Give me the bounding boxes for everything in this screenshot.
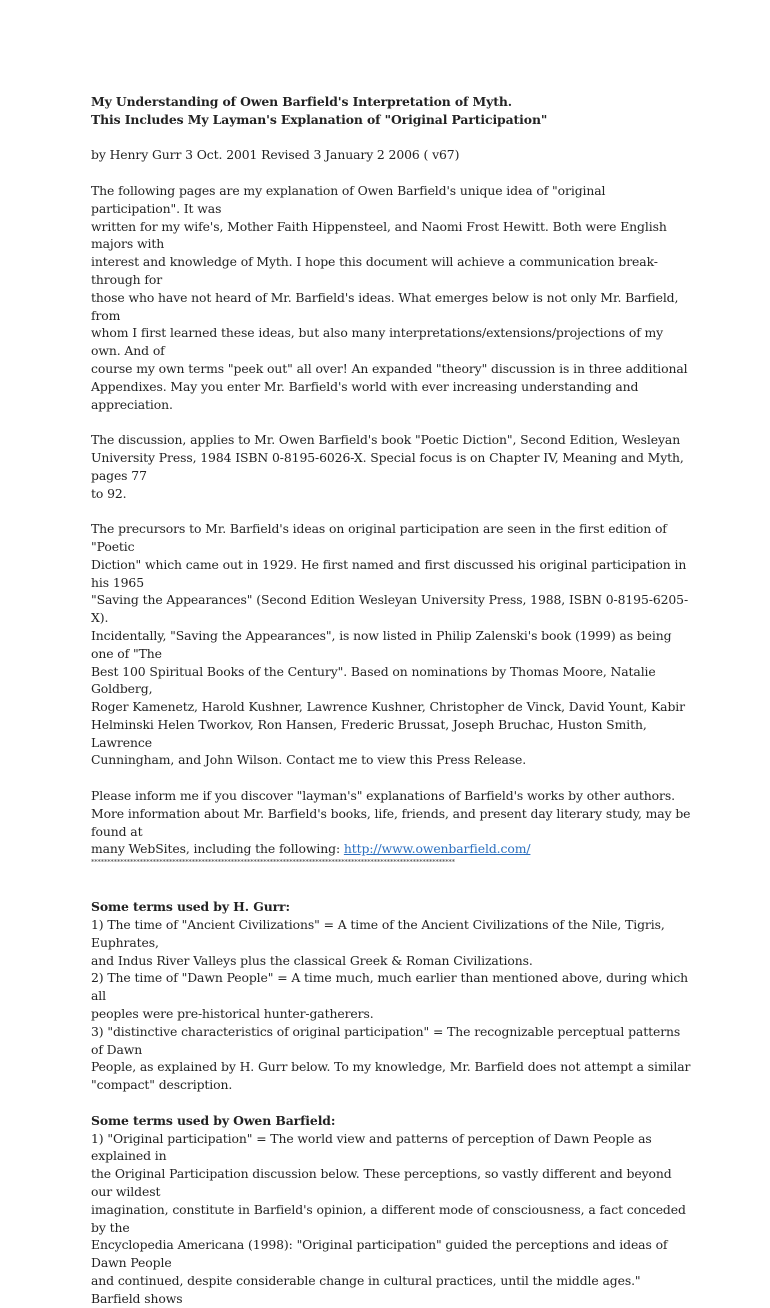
owenbarfield-website-link[interactable]: http://www.owenbarfield.com/ [343, 841, 531, 857]
text-line-with-link [91, 840, 691, 858]
text-line: 1) "Original participation" = The world view and patterns of perception of Dawn People as explained in [91, 1130, 652, 1164]
barfield-terms-heading: Some terms used by Owen Barfield: [91, 1112, 336, 1128]
text-line: The precursors to Mr. Barfield's ideas on original participation are seen in the first edition of "Poetic [91, 521, 667, 554]
book-reference-paragraph [91, 431, 691, 502]
text-line: 3) "distinctive characteristics of original participation" = The recognizable perceptual patterns of Dawn [91, 1023, 681, 1057]
text-line: Best 100 Spiritual Books of the Century". Based on nominations by Thomas Moore, Natalie Goldberg, [91, 663, 656, 697]
text-line: Please inform me if you discover "layman's" explanations of Barfield's works by other authors. [91, 788, 675, 804]
text-line: Diction" which came out in 1929. He first named and first discussed his original participation in his 1965 [91, 556, 687, 590]
gurr-terms-heading: Some terms used by H. Gurr: [91, 899, 290, 915]
text-line: Appendixes. May you enter Mr. Barfield's world with ever increasing understanding and appreciation. [91, 378, 639, 412]
byline: by Henry Gurr 3 Oct. 2001 Revised 3 January 2 2006 ( v67) [91, 147, 460, 163]
text-line: Cunningham, and John Wilson. Contact me to view this Press Release. [91, 752, 527, 768]
text-line: interest and knowledge of Myth. I hope this document will achieve a communication break-through for [91, 254, 658, 287]
text-line: Helminski Helen Tworkov, Ron Hansen, Frederic Brussat, Joseph Bruchac, Huston Smith, Lawrence [91, 716, 647, 750]
text-line: written for my wife's, Mother Faith Hippensteel, and Naomi Frost Hewitt. Both were English majors with [91, 218, 667, 252]
document-title [91, 93, 691, 129]
document-body [91, 93, 691, 1308]
text-line: whom I first learned these ideas, but also many interpretations/extensions/projections of my own. And of [91, 325, 664, 359]
text-line: 1) The time of "Ancient Civilizations" = A time of the Ancient Civilizations of the Nile, Tigris, Euphrates, [91, 917, 665, 950]
precursors-paragraph [91, 520, 691, 769]
gurr-terms-section [91, 898, 691, 1094]
text-line: People, as explained by H. Gurr below. To my knowledge, Mr. Barfield does not attempt a similar [91, 1059, 691, 1075]
text-line: Incidentally, "Saving the Appearances", is now listed in Philip Zalenski's book (1999) as being one of "The [91, 627, 672, 661]
text-line: "compact" description. [91, 1077, 233, 1093]
text-line: to 92. [91, 485, 127, 501]
text-line: course my own terms "peek out" all over! An expanded "theory" discussion is in three additional [91, 360, 688, 376]
text-line: the Original Participation discussion below. These perceptions, so vastly different and beyond our wildest [91, 1166, 672, 1200]
text-line: and Indus River Valleys plus the classical Greek & Roman Civilizations. [91, 952, 533, 968]
text-line: More information about Mr. Barfield's books, life, friends, and present day literary study, may be found at [91, 805, 691, 839]
separator-line: **************************************************************************************************************** [91, 858, 455, 867]
barfield-terms-section [91, 1112, 691, 1308]
text-line: and continued, despite considerable change in cultural practices, until the middle ages." Barfield shows [91, 1273, 641, 1306]
text-line: University Press, 1984 ISBN 0-8195-6026-X. Special focus is on Chapter IV, Meaning and Myth, pages 77 [91, 449, 684, 483]
text-line: The following pages are my explanation of Owen Barfield's unique idea of "original participation". It was [91, 182, 606, 216]
text-line: "Saving the Appearances" (Second Edition Wesleyan University Press, 1988, ISBN 0-8195-6205-X). [91, 592, 689, 626]
intro-paragraph [91, 182, 691, 413]
text-line: peoples were pre-historical hunter-gatherers. [91, 1006, 374, 1022]
inform-paragraph [91, 787, 691, 858]
text-line: Encyclopedia Americana (1998): "Original participation" guided the perceptions and ideas of Dawn People [91, 1237, 668, 1271]
text-line: imagination, constitute in Barfield's opinion, a different mode of consciousness, a fact conceded by the [91, 1201, 686, 1235]
title-line-2: This Includes My Layman's Explanation of "Original Participation" [91, 111, 548, 127]
text-line: those who have not heard of Mr. Barfield's ideas. What emerges below is not only Mr. Barfield, from [91, 289, 679, 323]
link-prefix: many WebSites, including the following: [91, 841, 344, 857]
text-line: Roger Kamenetz, Harold Kushner, Lawrence Kushner, Christopher de Vinck, David Yount, Kabir [91, 699, 685, 715]
text-line: 2) The time of "Dawn People" = A time much, much earlier than mentioned above, during which all [91, 970, 689, 1004]
text-line: The discussion, applies to Mr. Owen Barfield's book "Poetic Diction", Second Edition, Wesleyan [91, 432, 681, 448]
title-line-1: My Understanding of Owen Barfield's Interpretation of Myth. [91, 94, 512, 109]
